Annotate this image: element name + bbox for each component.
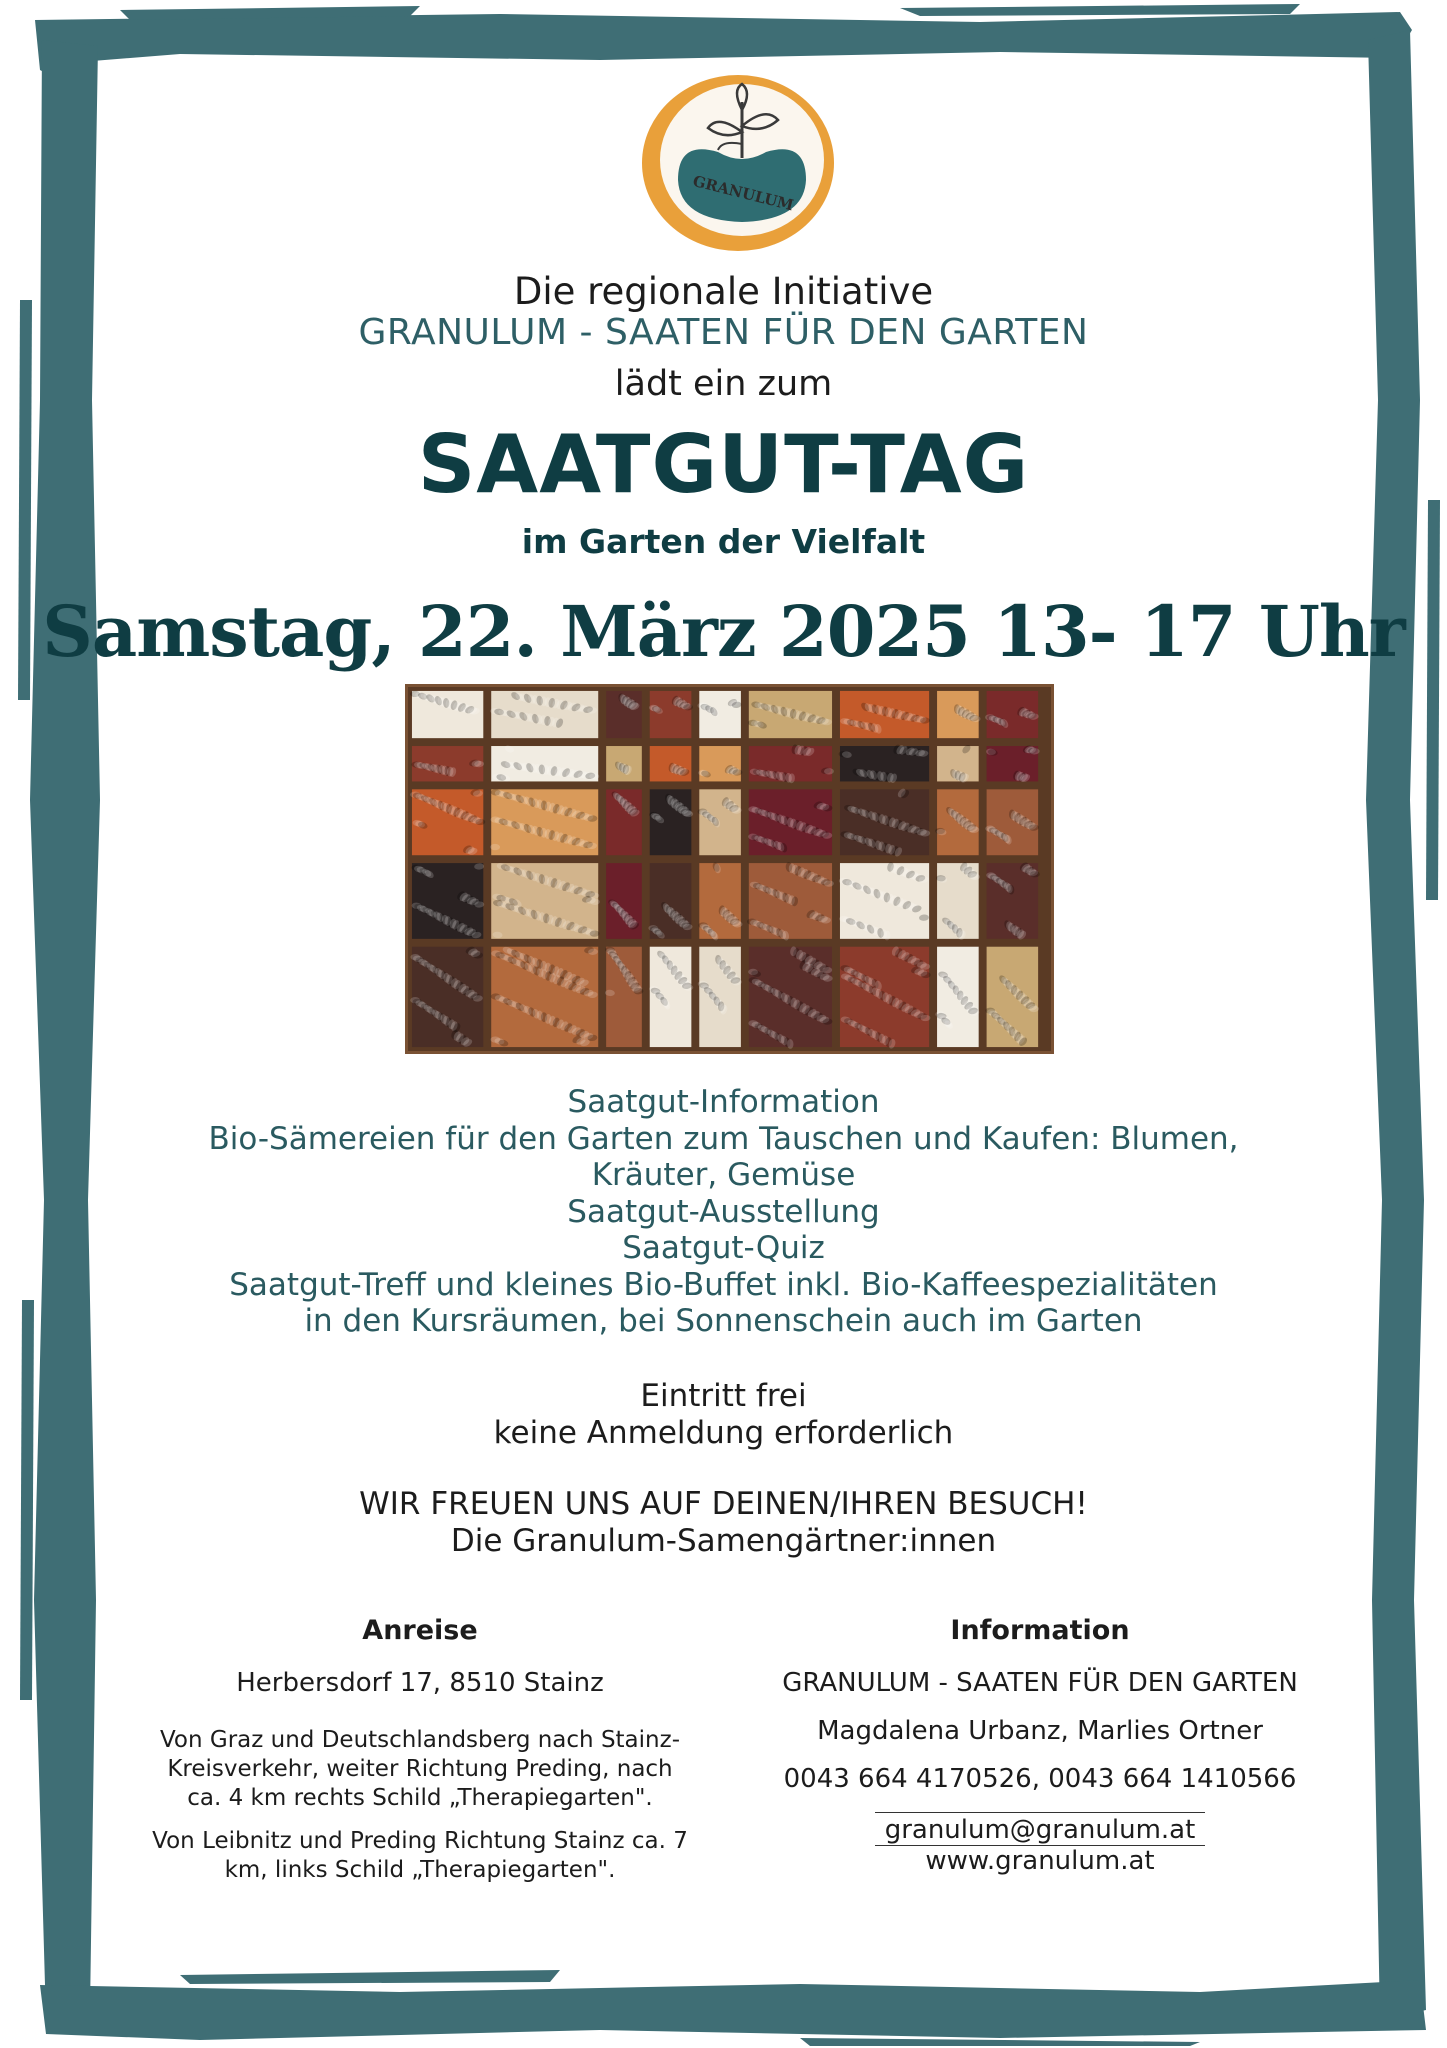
feature-item: Saatgut-Information — [567, 1084, 880, 1120]
seed-compartment — [606, 947, 642, 1047]
feature-item: Bio-Sämereien für den Garten zum Tauschen und Kaufen: Blumen, Kräuter, Gemüse — [208, 1120, 1239, 1193]
email-link[interactable]: granulum@granulum.at — [875, 1812, 1206, 1846]
anreise-section — [150, 1615, 690, 1899]
event-subtitle: im Garten der Vielfalt — [521, 522, 926, 561]
invite-text: lädt ein zum — [614, 364, 833, 404]
feature-item: Saatgut-Treff und kleines Bio-Buffet inkl. Bio-Kaffeespezialitäten — [229, 1266, 1218, 1303]
feature-list — [0, 1084, 1447, 1340]
welcome-line: WIR FREUEN UNS AUF DEINEN/IHREN BESUCH! — [359, 1486, 1088, 1522]
logo-text: GRANULUM — [691, 171, 796, 215]
no-registration: keine Anmeldung erforderlich — [493, 1415, 954, 1451]
anreise-heading: Anreise — [362, 1615, 478, 1646]
route-description: Von Leibnitz und Preding Richtung Stainz ca. 7 km, links Schild „Therapiegarten". — [152, 1828, 688, 1883]
granulum-logo — [638, 70, 838, 256]
contact-names: Magdalena Urbanz, Marlies Ortner — [817, 1716, 1263, 1746]
phone-numbers: 0043 664 4170526, 0043 664 1410566 — [783, 1764, 1297, 1794]
route-description: Von Graz und Deutschlandsberg nach Stainz-Kreisverkehr, weiter Richtung Preding, nach ca. 4 km rechts Schild „Therapiegarten". — [159, 1727, 680, 1811]
information-heading: Information — [950, 1615, 1130, 1646]
entry-info — [0, 1378, 1447, 1452]
organization-name: GRANULUM - SAATEN FÜR DEN GARTEN — [358, 312, 1089, 353]
seed-compartment — [699, 789, 741, 855]
info-organization: GRANULUM - SAATEN FÜR DEN GARTEN — [782, 1668, 1298, 1698]
event-title: SAATGUT-TAG — [417, 418, 1030, 511]
feature-item: Saatgut-Ausstellung — [567, 1193, 880, 1230]
entry-free: Eintritt frei — [640, 1378, 807, 1414]
feature-item: Saatgut-Quiz — [622, 1230, 825, 1266]
seed-compartment — [650, 691, 692, 738]
website-link[interactable]: www.granulum.at — [925, 1846, 1155, 1876]
signature-line: Die Granulum-Samengärtner:innen — [450, 1523, 997, 1559]
intro-text: Die regionale Initiative — [513, 270, 934, 313]
event-date: Samstag, 22. März 2025 13- 17 Uhr — [42, 590, 1405, 673]
information-section — [760, 1615, 1320, 1876]
seed-box-photo — [405, 684, 1054, 1054]
seed-compartment — [699, 691, 741, 738]
welcome-message — [0, 1486, 1447, 1560]
feature-item: in den Kursräumen, bei Sonnenschein auch im Garten — [304, 1303, 1143, 1339]
address: Herbersdorf 17, 8510 Stainz — [236, 1668, 604, 1698]
